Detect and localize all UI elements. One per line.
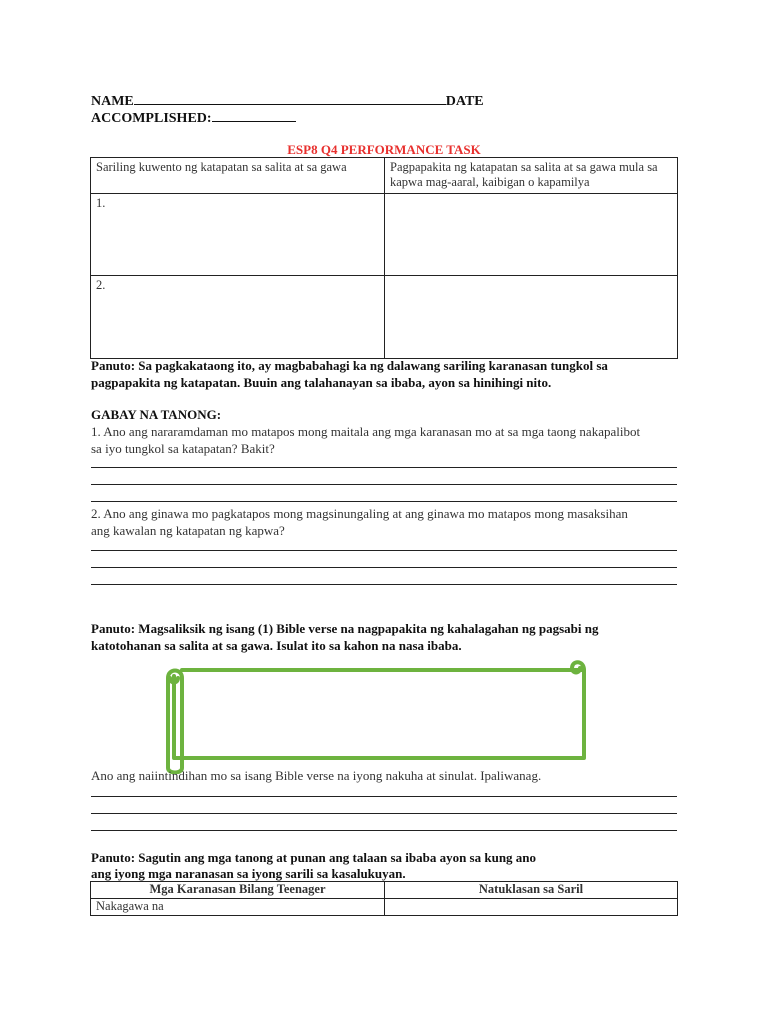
- name-label: NAME: [91, 94, 134, 109]
- panuto-1-line-2: pagpapakita ng katapatan. Buuin ang talahanayan sa ibaba, ayon sa hinihingi nito.: [91, 375, 552, 390]
- name-blank[interactable]: [134, 92, 446, 105]
- panuto-1-line-1: Panuto: Sa pagkakataong ito, ay magbabahagi ka ng dalawang sariling karanasan tungkol sa: [91, 358, 608, 373]
- bible-verse-question: Ano ang naiintindihan mo sa isang Bible verse na iyong nakuha at sinulat. Ipaliwanag.: [91, 768, 542, 783]
- bible-verse-scroll-box[interactable]: [160, 656, 592, 774]
- table2-header-experiences: Mga Karanasan Bilang Teenager: [91, 882, 385, 899]
- table1-row-2-cell[interactable]: 2.: [91, 276, 385, 359]
- teenager-experience-table: [90, 881, 678, 916]
- table2-row-1-answer[interactable]: [385, 899, 678, 916]
- answer-line[interactable]: [91, 830, 677, 831]
- answer-line[interactable]: [91, 796, 677, 797]
- table1-row-1-cell[interactable]: 1.: [91, 194, 385, 276]
- table1-row-2-answer[interactable]: [385, 276, 678, 359]
- table1-header-own-story: Sariling kuwento ng katapatan sa salita at sa gawa: [91, 158, 385, 194]
- accomplished-label: ACCOMPLISHED:: [91, 111, 212, 126]
- answer-line[interactable]: [91, 584, 677, 585]
- accomplished-line: [91, 109, 296, 127]
- answer-line[interactable]: [91, 501, 677, 502]
- panuto-2-line-2: katotohanan sa salita at sa gawa. Isulat ito sa kahon na nasa ibaba.: [91, 638, 462, 653]
- honesty-table: [90, 157, 678, 359]
- answer-line[interactable]: [91, 467, 677, 468]
- table1-header-others: Pagpapakita ng katapatan sa salita at sa gawa mula sa kapwa mag-aaral, kaibigan o kapamilya: [385, 158, 678, 194]
- table2-row-1-cell[interactable]: Nakagawa na: [91, 899, 385, 916]
- panuto-3-line-1: Panuto: Sagutin ang mga tanong at punan ang talaan sa ibaba ayon sa kung ano: [91, 850, 537, 865]
- accomplished-blank[interactable]: [212, 109, 296, 122]
- question-1-line-1: 1. Ano ang nararamdaman mo matapos mong maitala ang mga karanasan mo at sa mga taong nakapalibot: [91, 424, 641, 439]
- table1-row-1-answer[interactable]: [385, 194, 678, 276]
- gabay-heading: GABAY NA TANONG:: [91, 407, 222, 422]
- panuto-3-line-2: ang iyong mga naranasan sa iyong sarili sa kasalukuyan.: [91, 866, 406, 881]
- question-1-line-2: sa iyo tungkol sa katapatan? Bakit?: [91, 441, 275, 456]
- date-label: DATE: [445, 94, 484, 109]
- answer-line[interactable]: [91, 813, 677, 814]
- name-date-line: [91, 92, 484, 110]
- page-title: ESP8 Q4 PERFORMANCE TASK: [287, 142, 481, 157]
- question-2-line-2: ang kawalan ng katapatan ng kapwa?: [91, 523, 285, 538]
- table2-header-findings: Natuklasan sa Saril: [385, 882, 678, 899]
- question-2-line-1: 2. Ano ang ginawa mo pagkatapos mong magsinungaling at ang ginawa mo matapos mong masaksihan: [91, 506, 628, 521]
- panuto-2-line-1: Panuto: Magsaliksik ng isang (1) Bible verse na nagpapakita ng kahalagahan ng pagsabi ng: [91, 621, 599, 636]
- answer-line[interactable]: [91, 567, 677, 568]
- answer-line[interactable]: [91, 550, 677, 551]
- answer-line[interactable]: [91, 484, 677, 485]
